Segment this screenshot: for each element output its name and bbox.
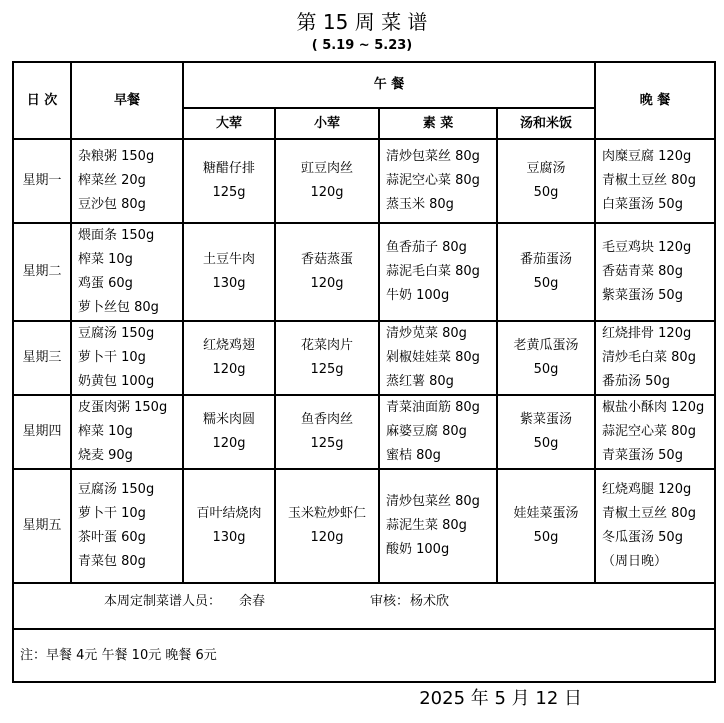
day-cell: 星期五 [13,469,71,583]
big-meat-cell [183,223,275,321]
small-meat-cell [275,321,379,395]
soup-cell-line: 50g [533,276,559,291]
breakfast-cell-line: 榨菜 10g [78,424,133,439]
soup-cell-line: 50g [533,362,559,377]
dinner-cell-line: 蒜泥空心菜 80g [602,424,696,439]
dinner-cell [595,223,715,321]
big-meat-cell-line: 红烧鸡翅 [202,338,255,353]
dinner-cell-line: 青椒土豆丝 80g [602,173,696,188]
breakfast-cell [71,223,183,321]
breakfast-cell [71,139,183,223]
small-meat-cell [275,139,379,223]
soup-cell-line: 老黄瓜蛋汤 [513,338,579,353]
vegetable-cell-line: 清炒苋菜 80g [386,326,467,341]
dinner-cell-line: 青椒土豆丝 80g [602,506,696,521]
dinner-cell-line: 香菇青菜 80g [602,264,683,279]
breakfast-cell-line: 奶黄包 100g [78,374,155,389]
soup-cell-line: 豆腐汤 [526,161,566,176]
small-meat-cell-line: 鱼香肉丝 [300,412,353,427]
header-dinner: 晚 餐 [595,62,715,139]
dinner-cell [595,321,715,395]
big-meat-cell [183,139,275,223]
small-meat-cell-line: 花菜肉片 [300,338,353,353]
dinner-cell [595,139,715,223]
breakfast-cell [71,469,183,583]
dinner-cell-line: 清炒毛白菜 80g [602,350,696,365]
dinner-cell-line: 毛豆鸡块 120g [602,240,692,255]
page-title: 第 15 周 菜 谱 [296,10,428,34]
vegetable-cell [379,469,497,583]
small-meat-cell-line: 125g [310,362,344,377]
dinner-cell-line: 白菜蛋汤 50g [602,197,683,212]
header-lunch: 午 餐 [183,62,595,108]
dinner-cell-line: 椒盐小酥肉 120g [602,400,705,415]
menu-row [13,223,715,321]
breakfast-cell-line: 豆腐汤 150g [78,482,155,497]
header-big-meat: 大荤 [183,108,275,139]
small-meat-cell-line: 豇豆肉丝 [300,161,353,176]
big-meat-cell-line: 130g [212,530,246,545]
big-meat-cell-line: 120g [212,436,246,451]
breakfast-cell-line: 皮蛋肉粥 150g [78,400,168,415]
dinner-cell-line: 番茄汤 50g [602,374,670,389]
soup-cell-line: 50g [533,530,559,545]
vegetable-cell [379,139,497,223]
vegetable-cell-line: 清炒包菜丝 80g [386,494,480,509]
vegetable-cell-line: 蒜泥空心菜 80g [386,173,480,188]
big-meat-cell [183,395,275,469]
vegetable-cell [379,223,497,321]
staff-row [13,583,715,629]
big-meat-cell-line: 糖醋仔排 [202,161,255,176]
day-cell: 星期四 [13,395,71,469]
small-meat-cell-line: 120g [310,530,344,545]
soup-cell-line: 娃娃菜蛋汤 [513,506,579,521]
review-label: 审核： [370,594,410,609]
menu-row [13,321,715,395]
soup-cell [497,223,595,321]
small-meat-cell-line: 香菇蒸蛋 [300,252,353,267]
breakfast-cell-line: 豆腐汤 150g [78,326,155,341]
soup-cell [497,139,595,223]
big-meat-cell-line: 120g [212,362,246,377]
big-meat-cell-line: 糯米肉圆 [202,412,255,427]
small-meat-cell [275,395,379,469]
breakfast-cell-line: 萝卜干 10g [78,350,146,365]
breakfast-cell-line: 榨菜 10g [78,252,133,267]
breakfast-cell-line: 萝卜丝包 80g [78,300,159,315]
breakfast-cell-line: 杂粮粥 150g [78,149,155,164]
vegetable-cell-line: 牛奶 100g [386,288,450,303]
menu-row [13,139,715,223]
header-small-meat: 小荤 [275,108,379,139]
big-meat-cell-line: 百叶结烧肉 [196,506,262,521]
staff-name: 余春 [239,594,266,609]
breakfast-cell [71,395,183,469]
menu-row [13,469,715,583]
vegetable-cell-line: 鱼香茄子 80g [386,240,467,255]
dinner-cell [595,469,715,583]
review-name: 杨术欣 [410,594,450,609]
soup-cell [497,395,595,469]
big-meat-cell-line: 土豆牛肉 [202,252,255,267]
dinner-cell-line: 红烧鸡腿 120g [602,482,692,497]
dinner-cell-line: 青菜蛋汤 50g [602,448,683,463]
day-cell: 星期二 [13,223,71,321]
staff-label: 本周定制菜谱人员： [104,594,222,609]
breakfast-cell-line: 豆沙包 80g [78,197,146,212]
header-soup-rice: 汤和米饭 [497,108,595,139]
vegetable-cell-line: 酸奶 100g [386,542,450,557]
breakfast-cell-line: 鸡蛋 60g [78,276,133,291]
soup-cell [497,469,595,583]
menu-table [12,61,716,683]
vegetable-cell-line: 清炒包菜丝 80g [386,149,480,164]
vegetable-cell-line: 剁椒娃娃菜 80g [386,350,480,365]
vegetable-cell-line: 蜜桔 80g [386,448,441,463]
vegetable-cell-line: 蒸红薯 80g [386,374,454,389]
day-cell: 星期一 [13,139,71,223]
vegetable-cell [379,321,497,395]
big-meat-cell [183,321,275,395]
vegetable-cell-line: 麻婆豆腐 80g [386,424,467,439]
breakfast-cell-line: 萝卜干 10g [78,506,146,521]
header-vegetables: 素 菜 [379,108,497,139]
small-meat-cell-line: 玉米粒炒虾仁 [287,506,366,521]
breakfast-cell-line: 榨菜丝 20g [78,173,146,188]
dinner-cell-line: 肉糜豆腐 120g [602,149,692,164]
dinner-cell-line: 冬瓜蛋汤 50g [602,530,683,545]
date-range: ( 5.19 ~ 5.23) [311,38,413,53]
breakfast-cell [71,321,183,395]
soup-cell-line: 50g [533,185,559,200]
big-meat-cell [183,469,275,583]
soup-cell-line: 紫菜蛋汤 [520,412,573,427]
vegetable-cell-line: 蒜泥毛白菜 80g [386,264,480,279]
publish-date: 2025 年 5 月 12 日 [419,688,582,709]
soup-cell [497,321,595,395]
small-meat-cell-line: 120g [310,185,344,200]
small-meat-cell-line: 125g [310,436,344,451]
dinner-cell-line: （周日晚） [602,554,668,569]
small-meat-cell [275,469,379,583]
dinner-cell-line: 红烧排骨 120g [602,326,692,341]
vegetable-cell-line: 青菜油面筋 80g [386,400,480,415]
small-meat-cell [275,223,379,321]
breakfast-cell-line: 煨面条 150g [78,228,155,243]
vegetable-cell-line: 蒸玉米 80g [386,197,454,212]
breakfast-cell-line: 烧麦 90g [78,448,133,463]
breakfast-cell-line: 青菜包 80g [78,554,146,569]
header-day: 日 次 [13,62,71,139]
menu-row [13,395,715,469]
day-cell: 星期三 [13,321,71,395]
dinner-cell-line: 紫菜蛋汤 50g [602,288,683,303]
big-meat-cell-line: 125g [212,185,246,200]
soup-cell-line: 50g [533,436,559,451]
big-meat-cell-line: 130g [212,276,246,291]
price-note: 注：早餐 4元 午餐 10元 晚餐 6元 [13,629,715,682]
vegetable-cell [379,395,497,469]
soup-cell-line: 番茄蛋汤 [520,252,573,267]
dinner-cell [595,395,715,469]
small-meat-cell-line: 120g [310,276,344,291]
breakfast-cell-line: 茶叶蛋 60g [78,530,146,545]
header-breakfast: 早餐 [71,62,183,139]
vegetable-cell-line: 蒜泥生菜 80g [386,518,467,533]
